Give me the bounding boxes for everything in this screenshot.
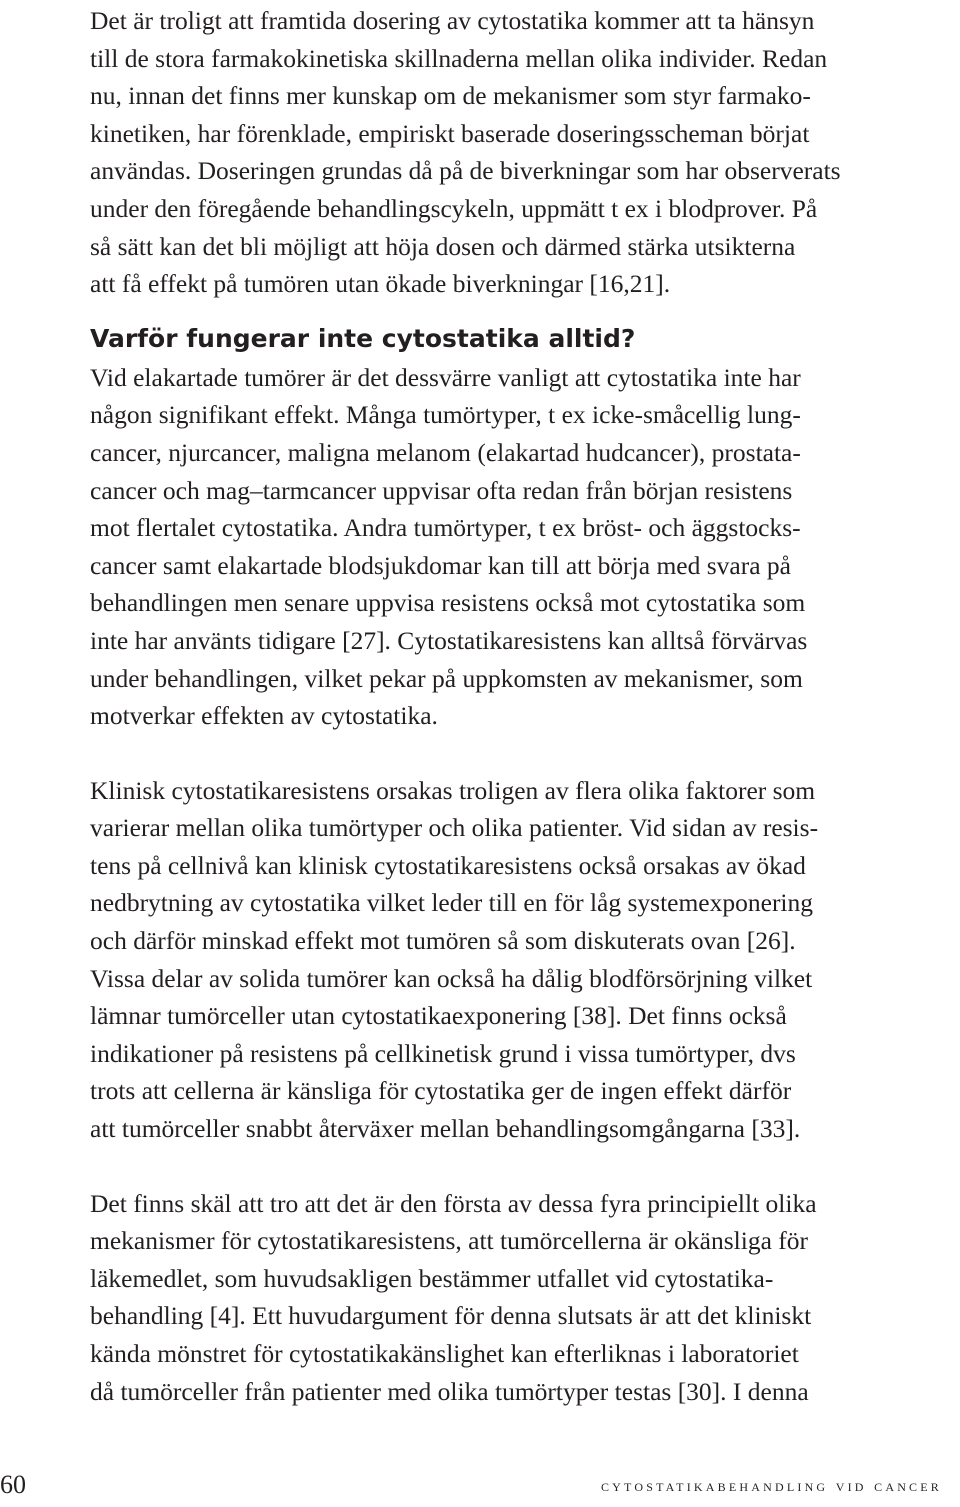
text-line: någon signifikant effekt. Många tumörtyper, t ex icke-småcellig lung-: [90, 400, 801, 430]
text-line: nedbrytning av cytostatika vilket leder till en för låg systemexponering: [90, 888, 814, 918]
text-line: tens på cellnivå kan klinisk cytostatikaresistens också orsakas av ökad: [90, 850, 806, 880]
text-line: så sätt kan det bli möjligt att höja dosen och därmed stärka utsikterna: [90, 231, 796, 261]
text-line: under behandlingen, vilket pekar på uppkomsten av mekanismer, som: [90, 663, 803, 693]
text-line: kända mönstret för cytostatikakänslighet kan efterliknas i laboratoriet: [90, 1339, 799, 1368]
text-line: mot flertalet cytostatika. Andra tumörtyper, t ex bröst- och äggstocks-: [90, 513, 801, 543]
text-line: trots att cellerna är känsliga för cytostatika ger de ingen effekt därför: [90, 1076, 792, 1106]
text-line: inte har använts tidigare [27]. Cytostatikaresistens kan alltså förvärvas: [90, 625, 808, 655]
text-line: nu, innan det finns mer kunskap om de mekanismer som styr farmako-: [90, 81, 811, 111]
paragraph-2: [90, 359, 960, 735]
text-line: behandlingen men senare uppvisa resistens också mot cytostatika som: [90, 588, 806, 618]
text-line: användas. Doseringen grundas då på de biverkningar som har observerats: [90, 156, 841, 186]
text-line: till de stora farmakokinetiska skillnaderna mellan olika individer. Redan: [90, 43, 828, 73]
text-line: under den föregående behandlingscykeln, uppmätt t ex i blodprover. På: [90, 193, 818, 223]
text-line: Det är troligt att framtida dosering av cytostatika kommer att ta hänsyn: [90, 6, 815, 35]
text-line: varierar mellan olika tumörtyper och olika patienter. Vid sidan av resis-: [90, 813, 819, 843]
text-line: cancer och mag–tarmcancer uppvisar ofta redan från början resistens: [90, 475, 793, 505]
text-line: och därför minskad effekt mot tumören så som diskuterats ovan [26].: [90, 926, 796, 956]
text-line: indikationer på resistens på cellkinetisk grund i vissa tumörtyper, dvs: [90, 1038, 796, 1068]
text-line: cancer samt elakartade blodsjukdomar kan till att börja med svara på: [90, 550, 791, 580]
text-line: Vissa delar av solida tumörer kan också ha dålig blodförsörjning vilket: [90, 963, 813, 993]
text-line: läkemedlet, som huvudsakligen bestämmer utfallet vid cytostatika-: [90, 1263, 774, 1293]
text-line: då tumörceller från patienter med olika tumörtyper testas [30]. I denna: [90, 1376, 809, 1406]
text-line: Det finns skäl att tro att det är den första av dessa fyra principiellt olika: [90, 1188, 817, 1218]
text-line: att tumörceller snabbt återväxer mellan behandlingsomgångarna [33].: [90, 1114, 801, 1144]
page-number: 60: [0, 1470, 26, 1499]
text-line: motverkar effekten av cytostatika.: [90, 701, 438, 731]
running-title: cytostatikabehandling vid cancer: [600, 1476, 942, 1495]
paragraph-1: [90, 2, 960, 303]
text-line: cancer, njurcancer, maligna melanom (elakartad hudcancer), prostata-: [90, 437, 801, 467]
text-line: kinetiken, har förenklade, empiriskt baserade doseringsscheman börjat: [90, 118, 810, 148]
paragraph-4: [90, 1185, 960, 1411]
text-line: Vid elakartade tumörer är det dessvärre vanligt att cytostatika inte har: [90, 362, 801, 392]
text-line: behandling [4]. Ett huvudargument för denna slutsats är att det kliniskt: [90, 1301, 812, 1331]
text-line: mekanismer för cytostatikaresistens, att tumörcellerna är okänsliga för: [90, 1226, 808, 1256]
text-line: att få effekt på tumören utan ökade biverkningar [16,21].: [90, 269, 671, 299]
page-body: [90, 2, 960, 1410]
section-heading: Varför fungerar inte cytostatika alltid?: [90, 323, 636, 353]
paragraph-3: [90, 772, 960, 1148]
text-line: Klinisk cytostatikaresistens orsakas troligen av flera olika faktorer som: [90, 775, 816, 805]
text-line: lämnar tumörceller utan cytostatikaexponering [38]. Det finns också: [90, 1001, 787, 1031]
